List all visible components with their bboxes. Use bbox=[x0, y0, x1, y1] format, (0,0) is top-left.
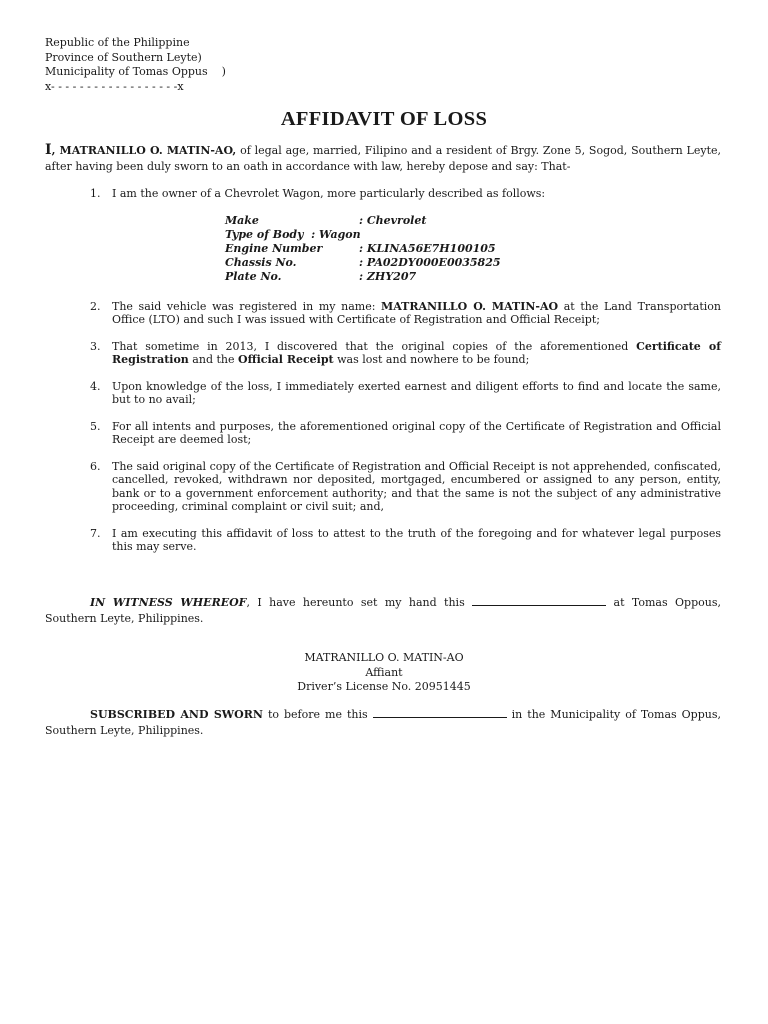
statement-list bbox=[90, 187, 721, 567]
jurat-paragraph bbox=[45, 707, 721, 738]
affiant-name: MATRANILLO O. MATIN-AO bbox=[304, 651, 464, 664]
list-item bbox=[90, 380, 721, 407]
item-text: was lost and nowhere to be found; bbox=[333, 353, 530, 366]
item-text: For all intents and purposes, the aforementioned original copy of the Certificate of Registration and Official Receipt are deemed lost; bbox=[112, 419, 721, 446]
affiant-role: Affiant bbox=[365, 665, 403, 679]
drivers-license: Driver’s License No. 20951445 bbox=[297, 680, 471, 693]
spec-body-type bbox=[225, 228, 721, 242]
item-number: 7. bbox=[90, 526, 101, 540]
witness-text: , I have hereunto set my hand this bbox=[246, 596, 473, 609]
header-separator: x- - - - - - - - - - - - - - - - - -x bbox=[45, 79, 184, 93]
witness-paragraph bbox=[45, 595, 721, 626]
list-item bbox=[90, 187, 721, 284]
cert-of-registration-label: Certificate of Registration bbox=[112, 339, 722, 366]
date-blank-line bbox=[373, 707, 507, 718]
spec-engine bbox=[225, 242, 721, 256]
date-blank-line bbox=[472, 595, 606, 606]
list-item bbox=[90, 420, 721, 447]
spec-label: Chassis No. bbox=[225, 255, 297, 269]
list-item bbox=[90, 460, 721, 514]
list-item bbox=[90, 527, 721, 554]
signature-block bbox=[0, 651, 768, 695]
header-province: Province of Southern Leyte) bbox=[45, 50, 202, 64]
spec-value: : ZHY207 bbox=[359, 269, 417, 283]
list-item bbox=[90, 300, 721, 327]
spec-make bbox=[225, 214, 721, 228]
jurat-text: in the Municipality of Tomas Oppus, Southern Leyte, Philippines. bbox=[45, 708, 721, 737]
spec-value: : KLINA56E7H100105 bbox=[359, 241, 496, 255]
affiant-name-intro: , MATRANILLO O. MATIN-AO, bbox=[51, 144, 237, 157]
item-text: I am the owner of a Chevrolet Wagon, more particularly described as follows: bbox=[112, 187, 546, 200]
intro-paragraph bbox=[45, 143, 721, 174]
item-number: 3. bbox=[90, 339, 101, 353]
item-number: 5. bbox=[90, 419, 101, 433]
witness-text: at Tomas Oppous, Southern Leyte, Philippines. bbox=[45, 596, 721, 625]
item-number: 1. bbox=[90, 187, 101, 200]
vehicle-specs bbox=[225, 214, 721, 284]
header-municipality: Municipality of Tomas Oppus ) bbox=[45, 65, 226, 78]
spec-label: Engine Number bbox=[225, 241, 323, 255]
spec-label: Make bbox=[225, 213, 259, 227]
item-text: I am executing this affidavit of loss to attest to the truth of the foregoing and for whatever legal purposes this may serve. bbox=[112, 526, 721, 553]
item-number: 6. bbox=[90, 459, 101, 473]
spec-value: : PA02DY000E0035825 bbox=[359, 255, 501, 269]
item-number: 2. bbox=[90, 299, 101, 313]
spec-label: Type of Body : Wagon bbox=[225, 227, 361, 241]
jurat-text: to before me this bbox=[262, 708, 373, 721]
item-number: 4. bbox=[90, 379, 101, 393]
document-header bbox=[45, 36, 226, 94]
spec-label: Plate No. bbox=[225, 269, 282, 283]
intro-text: of legal age, married, Filipino and a resident of Brgy. Zone 5, Sogod, Southern Leyte, after having been duly sworn to an oath in accordance with law, hereby depose and say: That- bbox=[45, 144, 722, 173]
item-text: That sometime in 2013, I discovered that the original copies of the aforementioned bbox=[112, 339, 637, 353]
list-item bbox=[90, 340, 721, 367]
item-text: The said vehicle was registered in my name: bbox=[112, 299, 382, 313]
spec-plate bbox=[225, 270, 721, 284]
spec-chassis bbox=[225, 256, 721, 270]
header-republic: Republic of the Philippine bbox=[45, 36, 190, 49]
item-text: at the Land Transportation Office (LTO) and such I was issued with Certificate of Registration and Official Receipt; bbox=[112, 299, 721, 326]
spec-value: : Chevrolet bbox=[359, 213, 427, 227]
intro-first-letter: I bbox=[45, 142, 52, 158]
item-text: and the bbox=[188, 353, 239, 366]
witness-lead: IN WITNESS WHEREOF bbox=[90, 596, 247, 609]
jurat-lead: SUBSCRIBED AND SWORN bbox=[90, 708, 263, 721]
official-receipt-label: Official Receipt bbox=[238, 353, 334, 366]
item-text: Upon knowledge of the loss, I immediately exerted earnest and diligent efforts to find and locate the same, but to no avail; bbox=[112, 379, 721, 406]
document-title: AFFIDAVIT OF LOSS bbox=[280, 108, 488, 130]
affiant-name-inline: MATRANILLO O. MATIN-AO bbox=[381, 299, 559, 313]
item-text: The said original copy of the Certificate of Registration and Official Receipt is not apprehended, confiscated, cancelled, revoked, withdrawn nor deposited, mortgaged, encumbered or assigned to any person, entity, bank or to a government enforcement authority; and that the same is not the subject of any administrative proceeding, criminal complaint or civil suit; and, bbox=[112, 459, 721, 513]
